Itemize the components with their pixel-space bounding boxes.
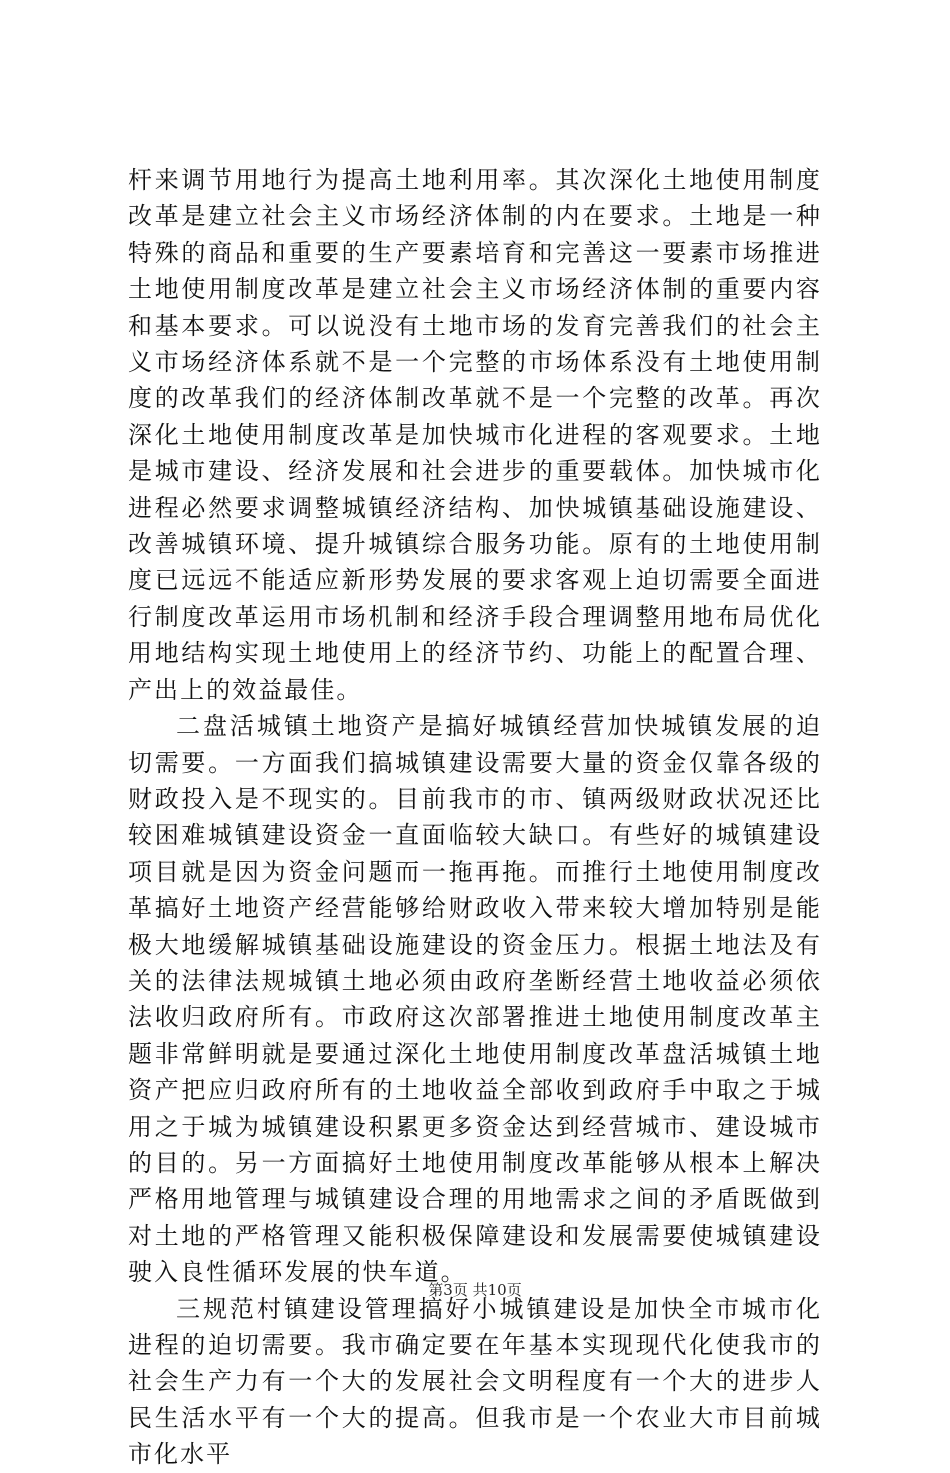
paragraph-2: 二盘活城镇土地资产是搞好城镇经营加快城镇发展的迫切需要。一方面我们搞城镇建设需要大量的资金仅靠各级的财政投入是不现实的。目前我市的市、镇两级财政状况还比较困难城镇建设资金一直面临较大缺口。有些好的城镇建设项目就是因为资金问题而一拖再拖。而推行土地使用制度改革搞好土地资产经营能够给财政收入带来较大增加特别是能极大地缓解城镇基础设施建设的资金压力。根据土地法及有关的法律法规城镇土地必须由政府垄断经营土地收益必须依法收归政府所有。市政府这次部署推进土地使用制度改革主题非常鲜明就是要通过深化土地使用制度改革盘活城镇土地资产把应归政府所有的土地收益全部收到政府手中取之于城用之于城为城镇建设积累更多资金达到经营城市、建设城市的目的。另一方面搞好土地使用制度改革能够从根本上解决严格用地管理与城镇建设合理的用地需求之间的矛盾既做到对土地的严格管理又能积极保障建设和发展需要使城镇建设驶入良性循环发展的快车道。 [128,712,822,1287]
page-number-label: 第3页 共10页 [428,1281,522,1299]
paragraph-1: 杆来调节用地行为提高土地利用率。其次深化土地使用制度改革是建立社会主义市场经济体制的内在要求。土地是一种特殊的商品和重要的生产要素培育和完善这一要素市场推进土地使用制度改革是建立社会主义市场经济体制的重要内容和基本要求。可以说没有土地市场的发育完善我们的社会主义市场经济体系就不是一个完整的市场体系没有土地使用制度的改革我们的经济体制改革就不是一个完整的改革。再次深化土地使用制度改革是加快城市化进程的客观要求。土地是城市建设、经济发展和社会进步的重要载体。加快城市化进程必然要求调整城镇经济结构、加快城镇基础设施建设、改善城镇环境、提升城镇综合服务功能。原有的土地使用制度已远远不能适应新形势发展的要求客观上迫切需要全面进行制度改革运用市场机制和经济手段合理调整用地布局优化用地结构实现土地使用上的经济节约、功能上的配置合理、产出上的效益最佳。 [128,166,822,704]
document-body [128,162,822,1473]
page-footer [0,1280,950,1300]
paragraph-3: 三规范村镇建设管理搞好小城镇建设是加快全市城市化进程的迫切需要。我市确定要在年基本实现现代化使我市的社会生产力有一个大的发展社会文明程度有一个大的进步人民生活水平有一个大的提高。但我市是一个农业大市目前城市化水平 [128,1294,822,1469]
